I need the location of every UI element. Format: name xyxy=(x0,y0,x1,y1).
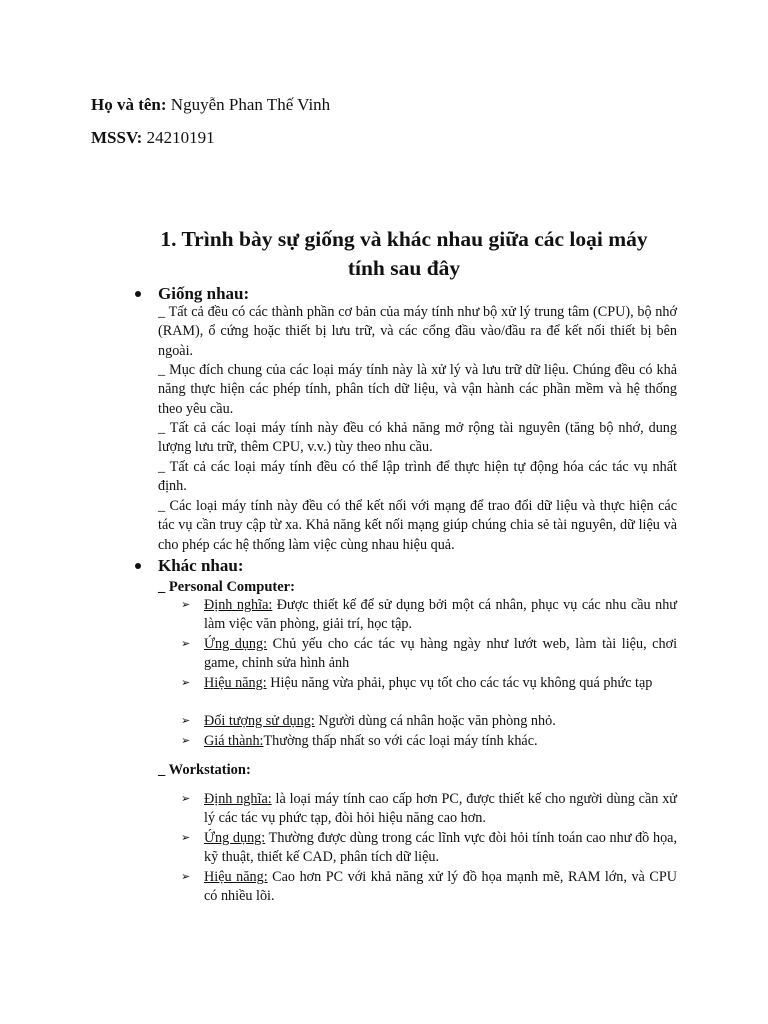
arrow-bullet-icon: ➢ xyxy=(181,715,191,727)
item-label: Đối tượng sử dụng: xyxy=(204,713,315,729)
item-label: Giá thành: xyxy=(204,733,264,749)
item-text: là loại máy tính cao cấp hơn PC, được thiết kế cho người dùng cần xử lý các tác vụ phức tạp, đòi hỏi hiệu năng cao hơn. xyxy=(204,791,677,827)
student-name-line xyxy=(91,95,330,115)
item-label: Định nghĩa: xyxy=(204,597,273,613)
item-text: Cao hơn PC với khả năng xử lý đồ họa mạnh mẽ, RAM lớn, và CPU có nhiều lõi. xyxy=(204,869,677,905)
bullet-icon xyxy=(135,291,141,297)
item-text: Người dùng cá nhân hoặc văn phòng nhỏ. xyxy=(314,713,556,729)
item-text: Chủ yếu cho các tác vụ hàng ngày như lướt web, làm tài liệu, chơi game, chỉnh sửa hình ảnh xyxy=(204,636,678,672)
list-item-text xyxy=(204,868,677,907)
item-text: Hiệu năng vừa phải, phục vụ tốt cho các tác vụ không quá phức tạp xyxy=(266,675,653,691)
item-label: Ứng dụng: xyxy=(204,830,266,846)
list-item-text xyxy=(204,596,677,635)
similarity-paragraph: _ Các loại máy tính này đều có thể kết nối với mạng để trao đổi dữ liệu và thực hiện các tác vụ cần truy cập từ xa. Khả năng kết nối mạng giúp chúng chia sẻ tài nguyên, dữ liệu và cho phép các hệ thống làm việc cùng nhau hiệu quả. xyxy=(158,498,677,553)
arrow-bullet-icon: ➢ xyxy=(181,793,191,805)
list-item-text xyxy=(204,674,677,693)
student-id-value: 24210191 xyxy=(146,128,215,147)
item-label: Hiệu năng: xyxy=(204,869,268,885)
similarity-paragraph: _ Mục đích chung của các loại máy tính này là xử lý và lưu trữ dữ liệu. Chúng đều có khả năng thực hiện các phép tính, phân tích dữ liệu, và vận hành các phần mềm và hệ thống theo yêu cầu. xyxy=(158,362,677,417)
list-item-text xyxy=(204,732,677,751)
item-label: Hiệu năng: xyxy=(204,675,267,691)
student-id-line xyxy=(91,128,215,148)
arrow-bullet-icon: ➢ xyxy=(181,871,191,883)
arrow-bullet-icon: ➢ xyxy=(181,638,191,650)
personal-computer-heading: _ Personal Computer: xyxy=(158,579,295,595)
arrow-bullet-icon: ➢ xyxy=(181,599,191,611)
similarity-paragraph: _ Tất cả các loại máy tính đều có thể lập trình để thực hiện tự động hóa các tác vụ nhất định. xyxy=(158,459,677,495)
list-item-text xyxy=(204,829,677,868)
question-heading: 1. Trình bày sự giống và khác nhau giữa các loại máy tính sau đây xyxy=(160,227,648,280)
workstation-heading: _ Workstation: xyxy=(158,762,251,778)
differences-title: Khác nhau: xyxy=(158,556,244,575)
arrow-bullet-icon: ➢ xyxy=(181,677,191,689)
item-text: Thường thấp nhất so với các loại máy tính khác. xyxy=(263,733,538,749)
arrow-bullet-icon: ➢ xyxy=(181,735,191,747)
name-label: Họ và tên: xyxy=(91,95,167,114)
list-item-text xyxy=(204,790,677,829)
name-value: Nguyễn Phan Thế Vinh xyxy=(170,95,331,114)
bullet-icon xyxy=(135,563,141,569)
item-label: Ứng dụng: xyxy=(204,636,268,652)
item-text: Thường được dùng trong các lĩnh vực đòi hỏi tính toán cao như đồ họa, kỹ thuật, thiết kế CAD, phân tích dữ liệu. xyxy=(204,830,678,866)
similarity-paragraph: _ Tất cả các loại máy tính này đều có khả năng mở rộng tài nguyên (tăng bộ nhớ, dung lượng lưu trữ, thêm CPU, v.v.) tùy theo nhu cầu. xyxy=(158,420,677,456)
student-id-label: MSSV: xyxy=(91,128,143,147)
item-label: Định nghĩa: xyxy=(204,791,272,807)
arrow-bullet-icon: ➢ xyxy=(181,832,191,844)
list-item-text xyxy=(204,712,677,731)
similarities-title: Giống nhau: xyxy=(158,284,250,303)
list-item-text xyxy=(204,635,677,674)
item-text: Được thiết kế để sử dụng bởi một cá nhân, phục vụ các nhu cầu như làm việc văn phòng, giải trí, học tập. xyxy=(204,597,677,633)
similarity-paragraph: _ Tất cả đều có các thành phần cơ bản của máy tính như bộ xử lý trung tâm (CPU), bộ nhớ (RAM), ổ cứng hoặc thiết bị lưu trữ, và các cổng đầu vào/đầu ra để kết nối thiết bị bên ngoài. xyxy=(158,304,677,359)
